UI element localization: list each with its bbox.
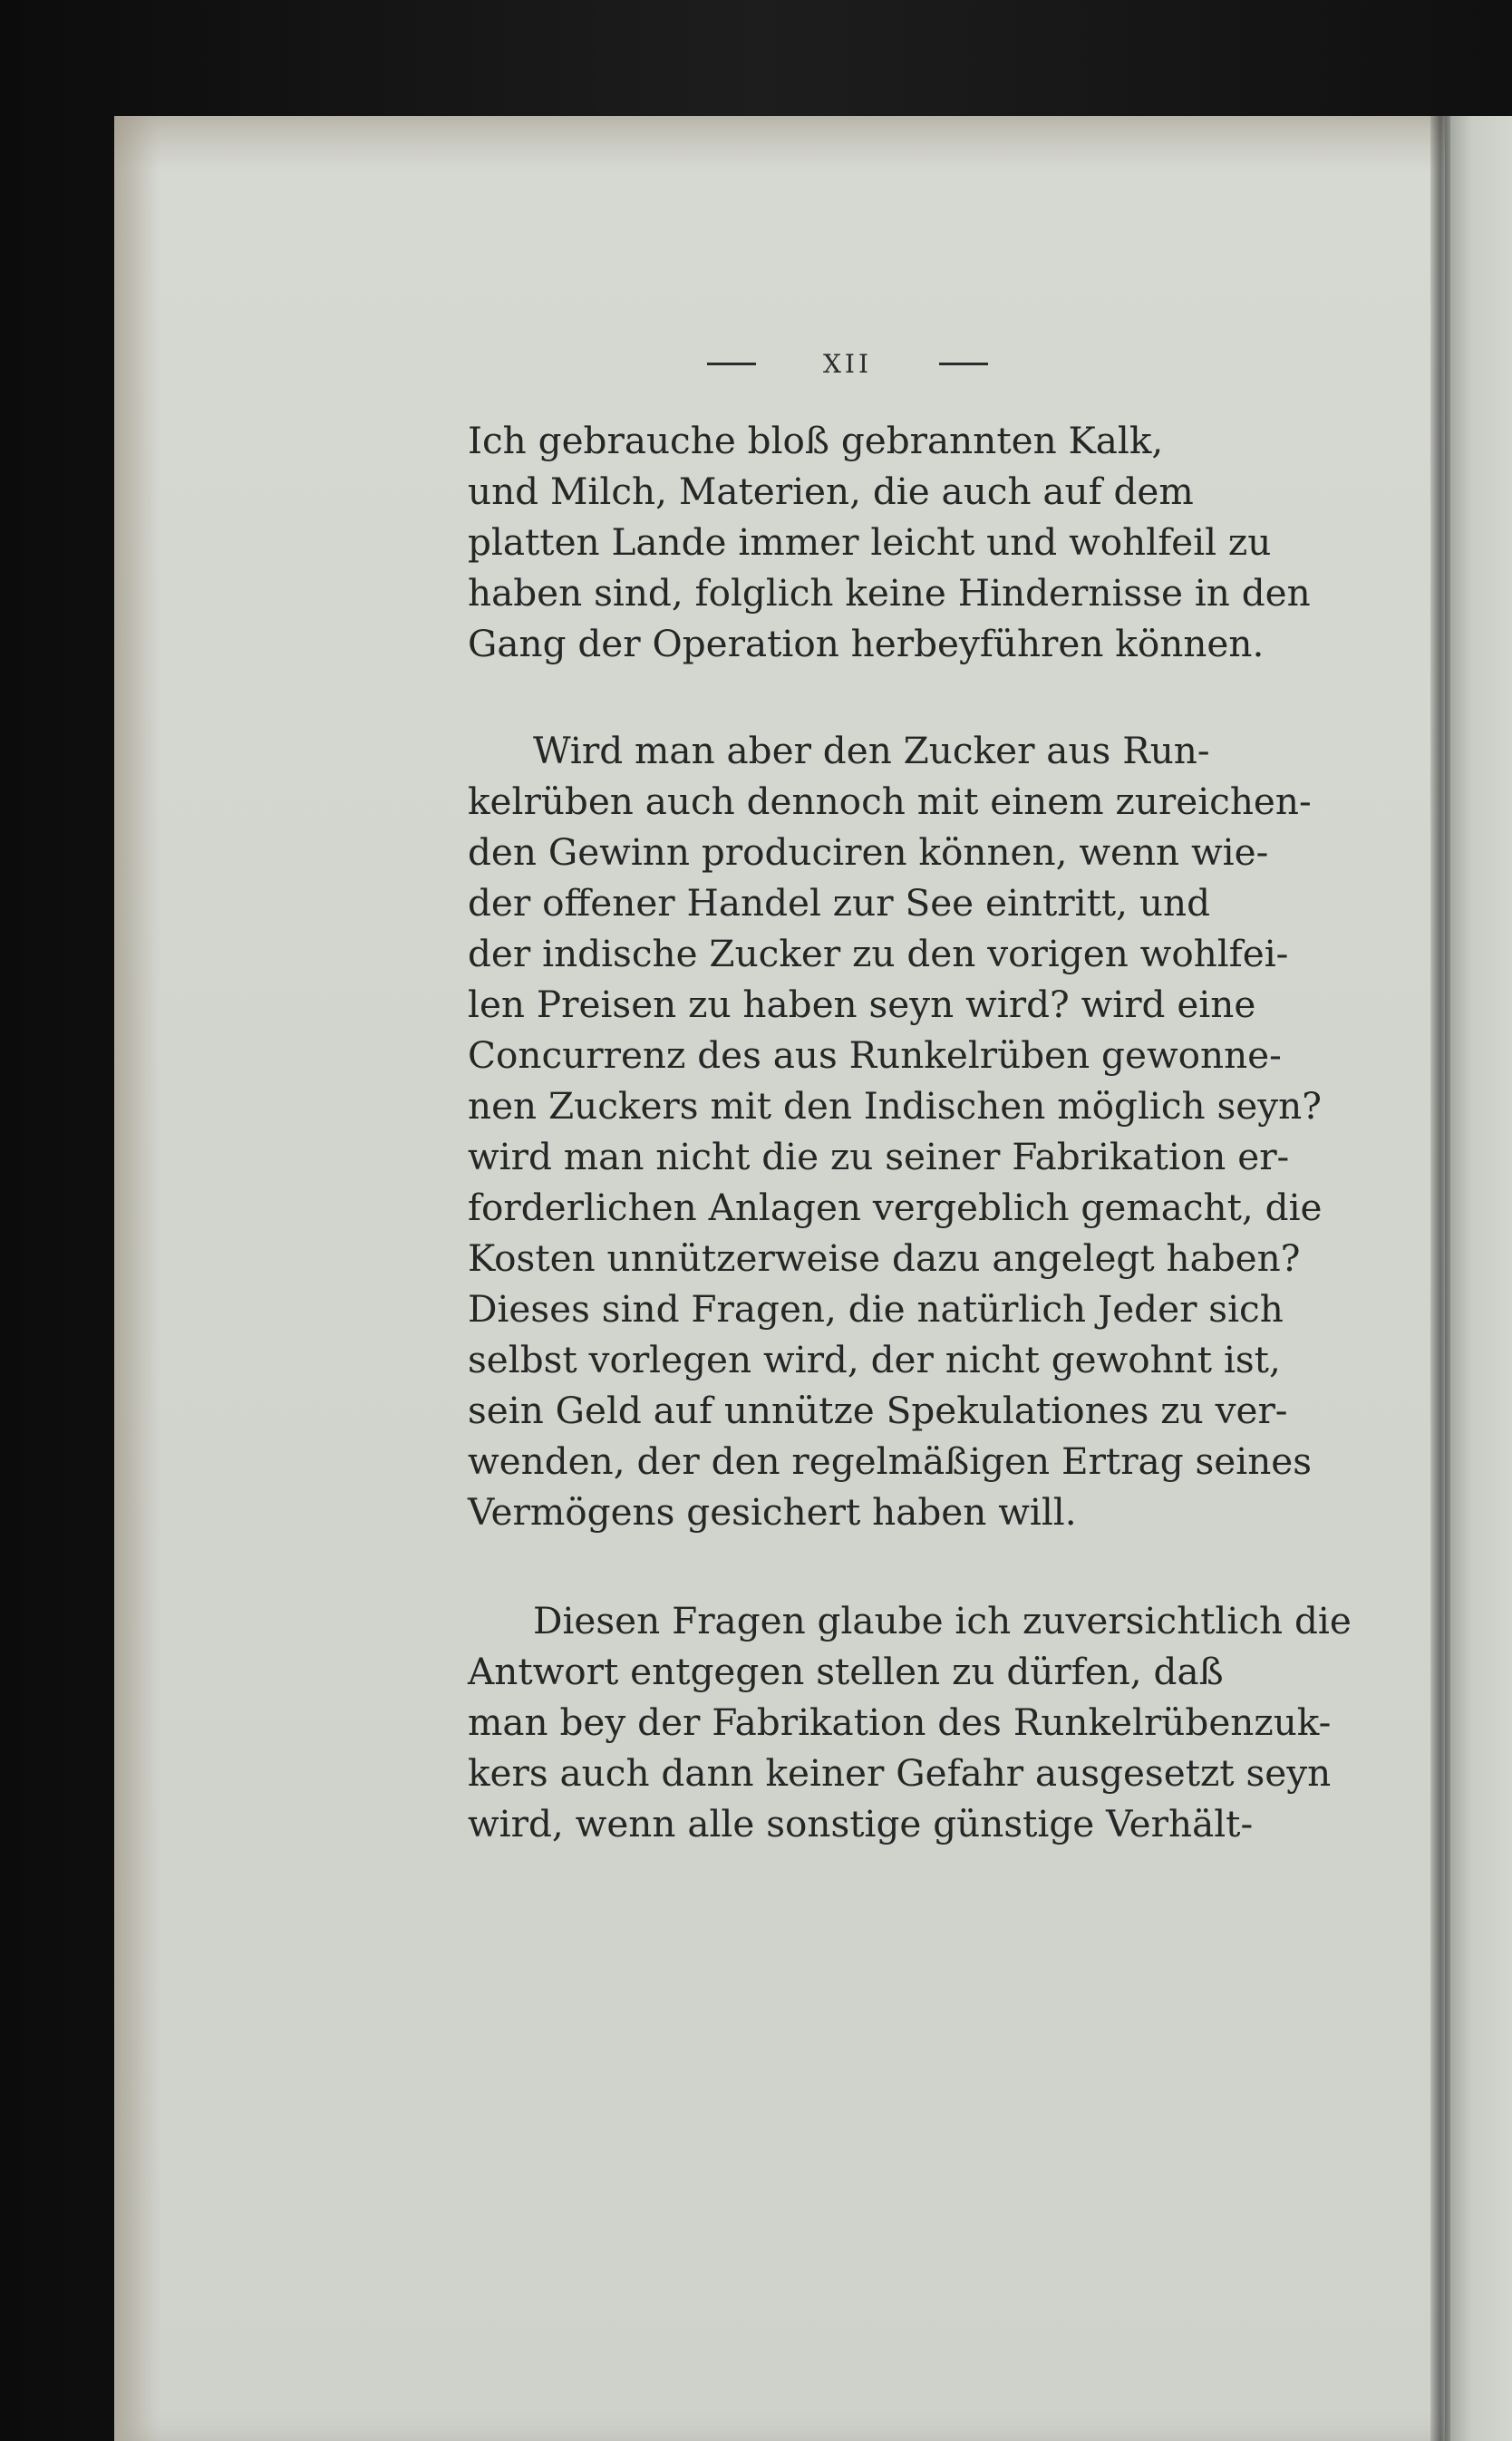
facing-page-edge xyxy=(1445,116,1512,2441)
paragraph-3 xyxy=(468,1595,1352,1849)
text-line: len Preisen zu haben seyn wird? wird eine xyxy=(468,983,1256,1026)
text-line: platten Lande immer leicht und wohlfeil zu xyxy=(468,520,1272,564)
text-line: und Milch, Materien, die auch auf dem xyxy=(468,470,1194,513)
body-text xyxy=(468,415,1352,1849)
running-header xyxy=(707,341,988,386)
page-number: XII xyxy=(822,348,873,379)
text-line: haben sind, folglich keine Hindernisse in den xyxy=(468,571,1311,615)
text-line: sein Geld auf unnütze Spekulationes zu ver- xyxy=(468,1389,1288,1432)
book-gutter xyxy=(1430,116,1450,2441)
text-line: forderlichen Anlagen vergeblich gemacht, die xyxy=(468,1186,1323,1229)
text-line: Concurrenz des aus Runkelrüben gewonne- xyxy=(468,1033,1282,1077)
text-line: Ich gebrauche bloß gebrannten Kalk, xyxy=(468,419,1164,462)
text-line: den Gewinn produciren können, wenn wie- xyxy=(468,830,1269,874)
header-dash-right xyxy=(939,363,988,365)
paragraph-2 xyxy=(468,725,1323,1537)
text-line: Gang der Operation herbeyführen können. xyxy=(468,622,1265,665)
page-edge-shadow xyxy=(114,116,160,2441)
text-line: Wird man aber den Zucker aus Run- xyxy=(533,729,1210,772)
text-line: kers auch dann keiner Gefahr ausgesetzt seyn xyxy=(468,1751,1332,1795)
page-top-shadow xyxy=(114,116,1445,170)
text-line: der indische Zucker zu den vorigen wohlfei- xyxy=(468,932,1289,975)
text-line: wird, wenn alle sonstige günstige Verhält- xyxy=(468,1802,1254,1845)
text-line: kelrüben auch dennoch mit einem zureichen- xyxy=(468,780,1312,823)
text-line: man bey der Fabrikation des Runkelrübenzuk- xyxy=(468,1700,1332,1744)
paragraph-1 xyxy=(468,415,1311,669)
text-line: selbst vorlegen wird, der nicht gewohnt ist, xyxy=(468,1338,1281,1381)
text-line: wird man nicht die zu seiner Fabrikation er- xyxy=(468,1135,1290,1178)
text-line: nen Zuckers mit den Indischen möglich seyn? xyxy=(468,1084,1322,1128)
header-dash-left xyxy=(707,363,756,365)
text-line: der offener Handel zur See eintritt, und xyxy=(468,881,1210,925)
text-line: Dieses sind Fragen, die natürlich Jeder sich xyxy=(468,1287,1284,1331)
text-line: Antwort entgegen stellen zu dürfen, daß xyxy=(468,1650,1224,1693)
text-line: wenden, der den regelmäßigen Ertrag seines xyxy=(468,1439,1313,1483)
text-line: Diesen Fragen glaube ich zuversichtlich die xyxy=(533,1599,1352,1642)
text-line: Kosten unnützerweise dazu angelegt haben? xyxy=(468,1236,1301,1280)
text-line: Vermögens gesichert haben will. xyxy=(468,1490,1077,1534)
